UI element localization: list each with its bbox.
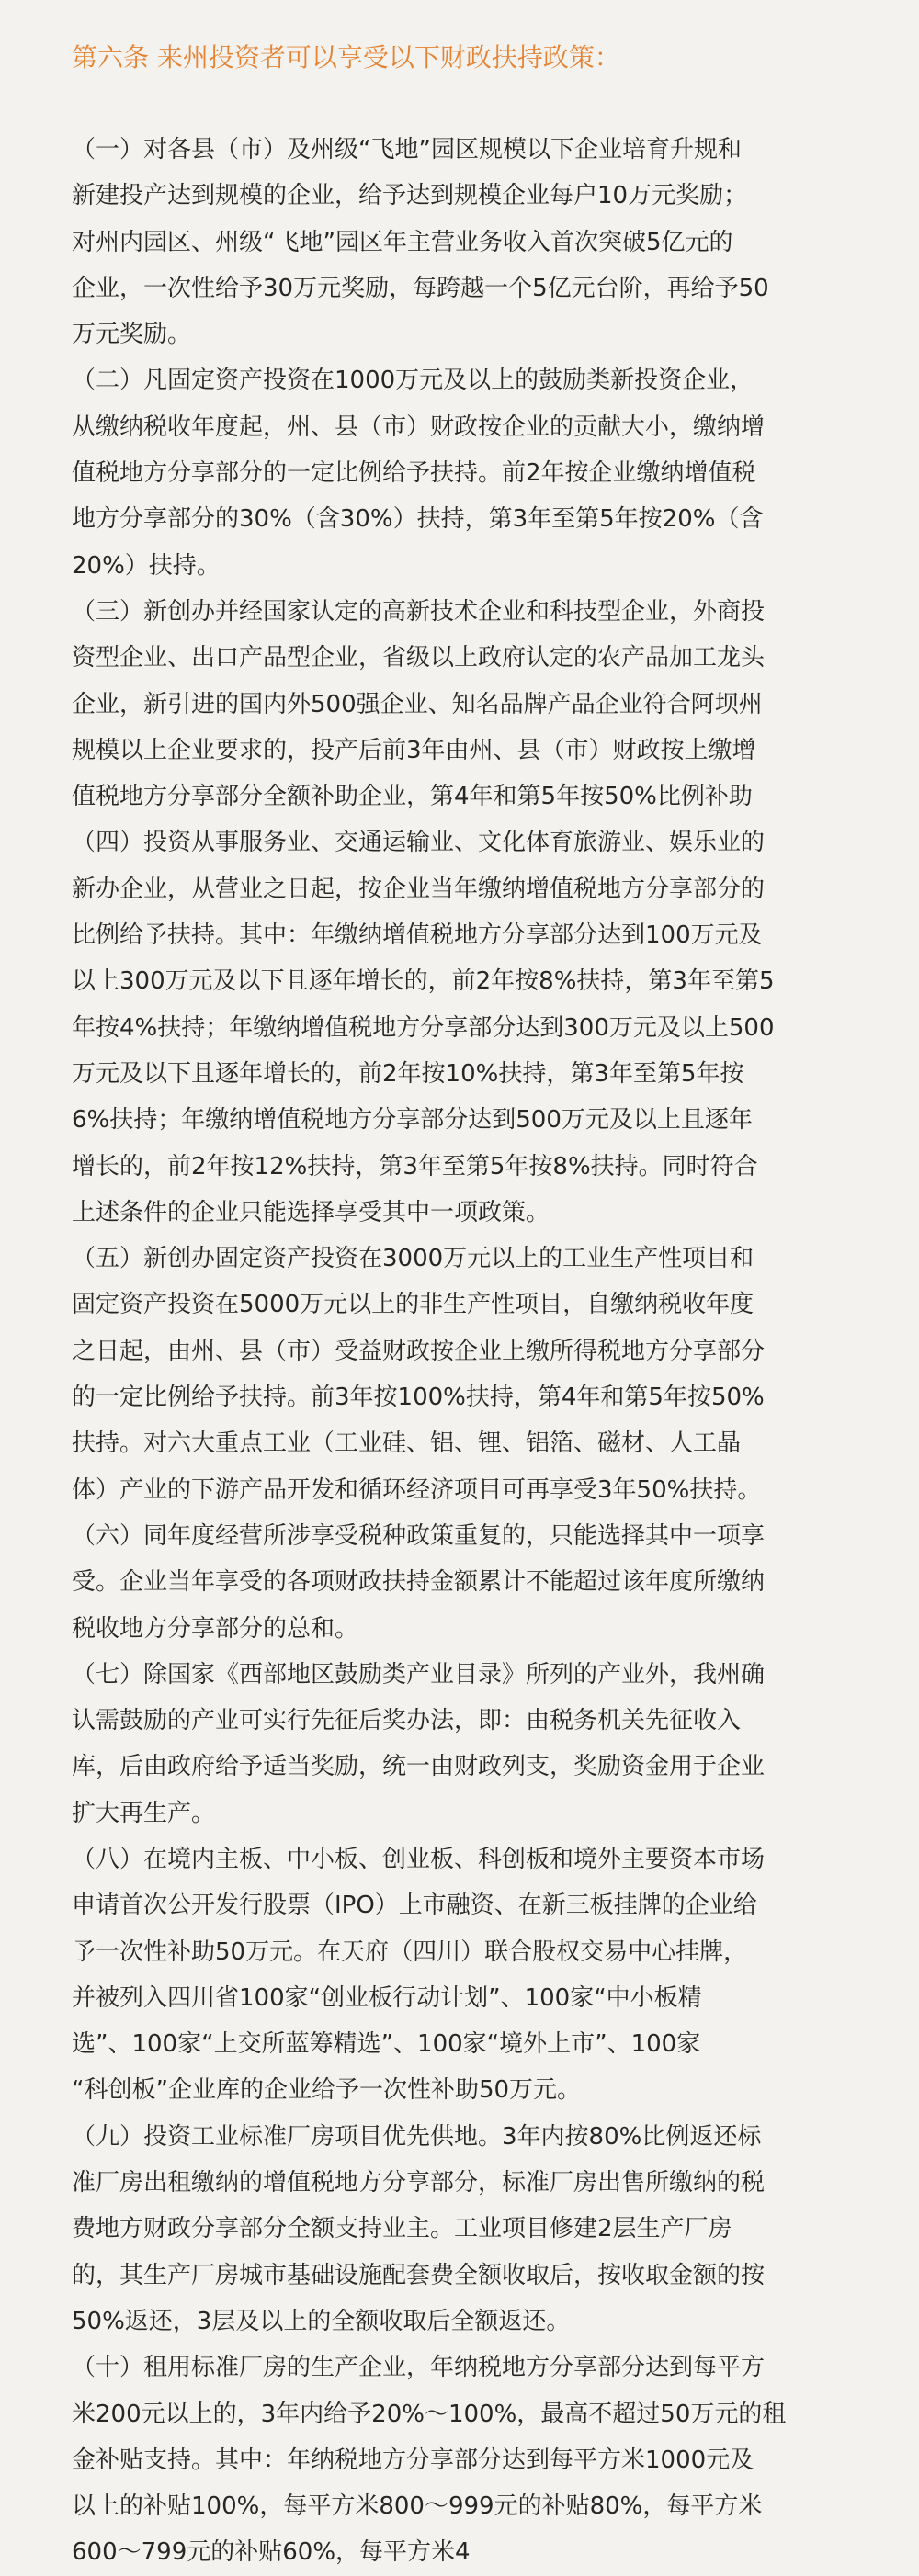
paragraph-line: （十）租用标准厂房的生产企业，年纳税地方分享部分达到每平方 [72,2354,766,2382]
policy-paragraph [72,1513,880,1652]
paragraph-line: 认需鼓励的产业可实行先征后奖办法，即：由税务机关先征收入 [72,1707,742,1735]
document-page [72,40,880,2576]
paragraph-line: （七）除国家《西部地区鼓励类产业目录》所列的产业外，我州确 [72,1660,766,1689]
paragraph-line: 上述条件的企业只能选择享受其中一项政策。 [72,1198,550,1226]
paragraph-line: 20%）扶持。 [72,551,221,580]
article-heading: 第六条 来州投资者可以享受以下财政扶持政策： [72,42,620,73]
paragraph-line: 新办企业，从营业之日起，按企业当年缴纳增值税地方分享部分的 [72,875,766,903]
policy-paragraph [72,357,880,588]
paragraph-line: 受。企业当年享受的各项财政扶持金额累计不能超过该年度所缴纳 [72,1568,766,1597]
policy-paragraph [72,1836,880,2114]
paragraph-line: “科创板”企业库的企业给予一次性补助50万元。 [72,2076,582,2105]
paragraph-line: （二）凡固定资产投资在1000万元及以上的鼓励类新投资企业， [72,367,754,395]
paragraph-line: （八）在境内主板、中小板、创业板、科创板和境外主要资本市场 [72,1845,766,1873]
policy-paragraph [72,819,880,1236]
paragraph-line: 费地方财政分享部分全额支持业主。工业项目修建2层生产厂房 [72,2215,732,2243]
paragraph-line: 选”、100家“上交所蓝筹精选”、100家“境外上市”、100家 [72,2030,701,2059]
paragraph-line: 年按4%扶持；年缴纳增值税地方分享部分达到300万元及以上500 [72,1013,775,1042]
paragraph-line: 规模以上企业要求的，投产后前3年由州、县（市）财政按上缴增 [72,736,756,764]
paragraph-line: 的，其生产厂房城市基础设施配套费全额收取后，按收取金额的按 [72,2261,766,2289]
paragraph-line: 新建投产达到规模的企业，给予达到规模企业每户10万元奖励； [72,182,748,210]
paragraph-line: 万元及以下且逐年增长的，前2年按10%扶持，第3年至第5年按 [72,1059,744,1088]
paragraph-line: 米200元以上的，3年内给予20%～100%，最高不超过50万元的租 [72,2400,787,2428]
paragraph-line: 税收地方分享部分的总和。 [72,1614,359,1643]
paragraph-line: 固定资产投资在5000万元以上的非生产性项目，自缴纳税收年度 [72,1291,754,1319]
paragraph-line: 准厂房出租缴纳的增值税地方分享部分，标准厂房出售所缴纳的税 [72,2169,766,2198]
paragraph-line: 增长的，前2年按12%扶持，第3年至第5年按8%扶持。同时符合 [72,1152,758,1181]
paragraph-line: 值税地方分享部分的一定比例给予扶持。前2年按企业缴纳增值税 [72,459,756,488]
paragraph-line: 万元奖励。 [72,321,192,349]
paragraph-line: （六）同年度经营所涉享受税种政策重复的，只能选择其中一项享 [72,1521,766,1550]
policy-paragraph [72,2344,880,2575]
paragraph-line: 予一次性补助50万元。在天府（四川）联合股权交易中心挂牌， [72,1938,748,1966]
paragraph-line: 扶持。对六大重点工业（工业硅、铝、锂、铝箔、磁材、人工晶 [72,1429,742,1458]
paragraph-line: （九）投资工业标准厂房项目优先供地。3年内按80%比例返还标 [72,2122,762,2151]
policy-paragraph [72,2114,880,2344]
paragraph-line: 6%扶持；年缴纳增值税地方分享部分达到500万元及以上且逐年 [72,1106,753,1135]
paragraph-line: （三）新创办并经国家认定的高新技术企业和科技型企业，外商投 [72,597,766,626]
paragraph-line: 资型企业、出口产品型企业，省级以上政府认定的农产品加工龙头 [72,644,766,672]
paragraph-line: 比例给予扶持。其中：年缴纳增值税地方分享部分达到100万元及 [72,921,763,950]
paragraph-line: 金补贴支持。其中：年纳税地方分享部分达到每平方米1000元及 [72,2446,754,2474]
paragraph-line: （四）投资从事服务业、交通运输业、文化体育旅游业、娱乐业的 [72,829,766,857]
policy-paragraph [72,1652,880,1836]
paragraph-line: 600～799元的补贴60%，每平方米4 [72,2538,471,2567]
paragraph-line: 的一定比例给予扶持。前3年按100%扶持，第4年和第5年按50% [72,1384,765,1412]
policy-paragraph [72,1236,880,1513]
paragraph-line: 之日起，由州、县（市）受益财政按企业上缴所得税地方分享部分 [72,1337,766,1365]
paragraph-line: 值税地方分享部分全额补助企业，第4年和第5年按50%比例补助 [72,783,753,811]
policy-paragraphs [72,127,880,2576]
paragraph-line: （五）新创办固定资产投资在3000万元以上的工业生产性项目和 [72,1245,754,1273]
paragraph-line: 50%返还，3层及以上的全额收取后全额返还。 [72,2307,571,2335]
policy-paragraph [72,589,880,819]
paragraph-line: 并被列入四川省100家“创业板行动计划”、100家“中小板精 [72,1983,702,2012]
paragraph-line: 地方分享部分的30%（含30%）扶持，第3年至第5年按20%（含 [72,505,764,534]
paragraph-line: 企业，一次性给予30万元奖励，每跨越一个5亿元台阶，再给予50 [72,274,769,302]
paragraph-line: （一）对各县（市）及州级“飞地”园区规模以下企业培育升规和 [72,136,742,164]
paragraph-line: 从缴纳税收年度起，州、县（市）财政按企业的贡献大小，缴纳增 [72,412,766,441]
paragraph-line: 申请首次公开发行股票（IPO）上市融资、在新三板挂牌的企业给 [72,1892,757,1920]
paragraph-line: 企业，新引进的国内外500强企业、知名品牌产品企业符合阿坝州 [72,690,763,718]
paragraph-line: 以上的补贴100%，每平方米800～999元的补贴80%，每平方米 [72,2492,763,2521]
paragraph-line: 体）产业的下游产品开发和循环经济项目可再享受3年50%扶持。 [72,1475,762,1504]
paragraph-line: 对州内园区、州级“飞地”园区年主营业务收入首次突破5亿元的 [72,228,733,256]
paragraph-line: 扩大再生产。 [72,1799,216,1827]
paragraph-line: 库，后由政府给予适当奖励，统一由财政列支，奖励资金用于企业 [72,1753,766,1781]
paragraph-line: 以上300万元及以下且逐年增长的，前2年按8%扶持，第3年至第5 [72,967,775,996]
policy-paragraph [72,127,880,357]
